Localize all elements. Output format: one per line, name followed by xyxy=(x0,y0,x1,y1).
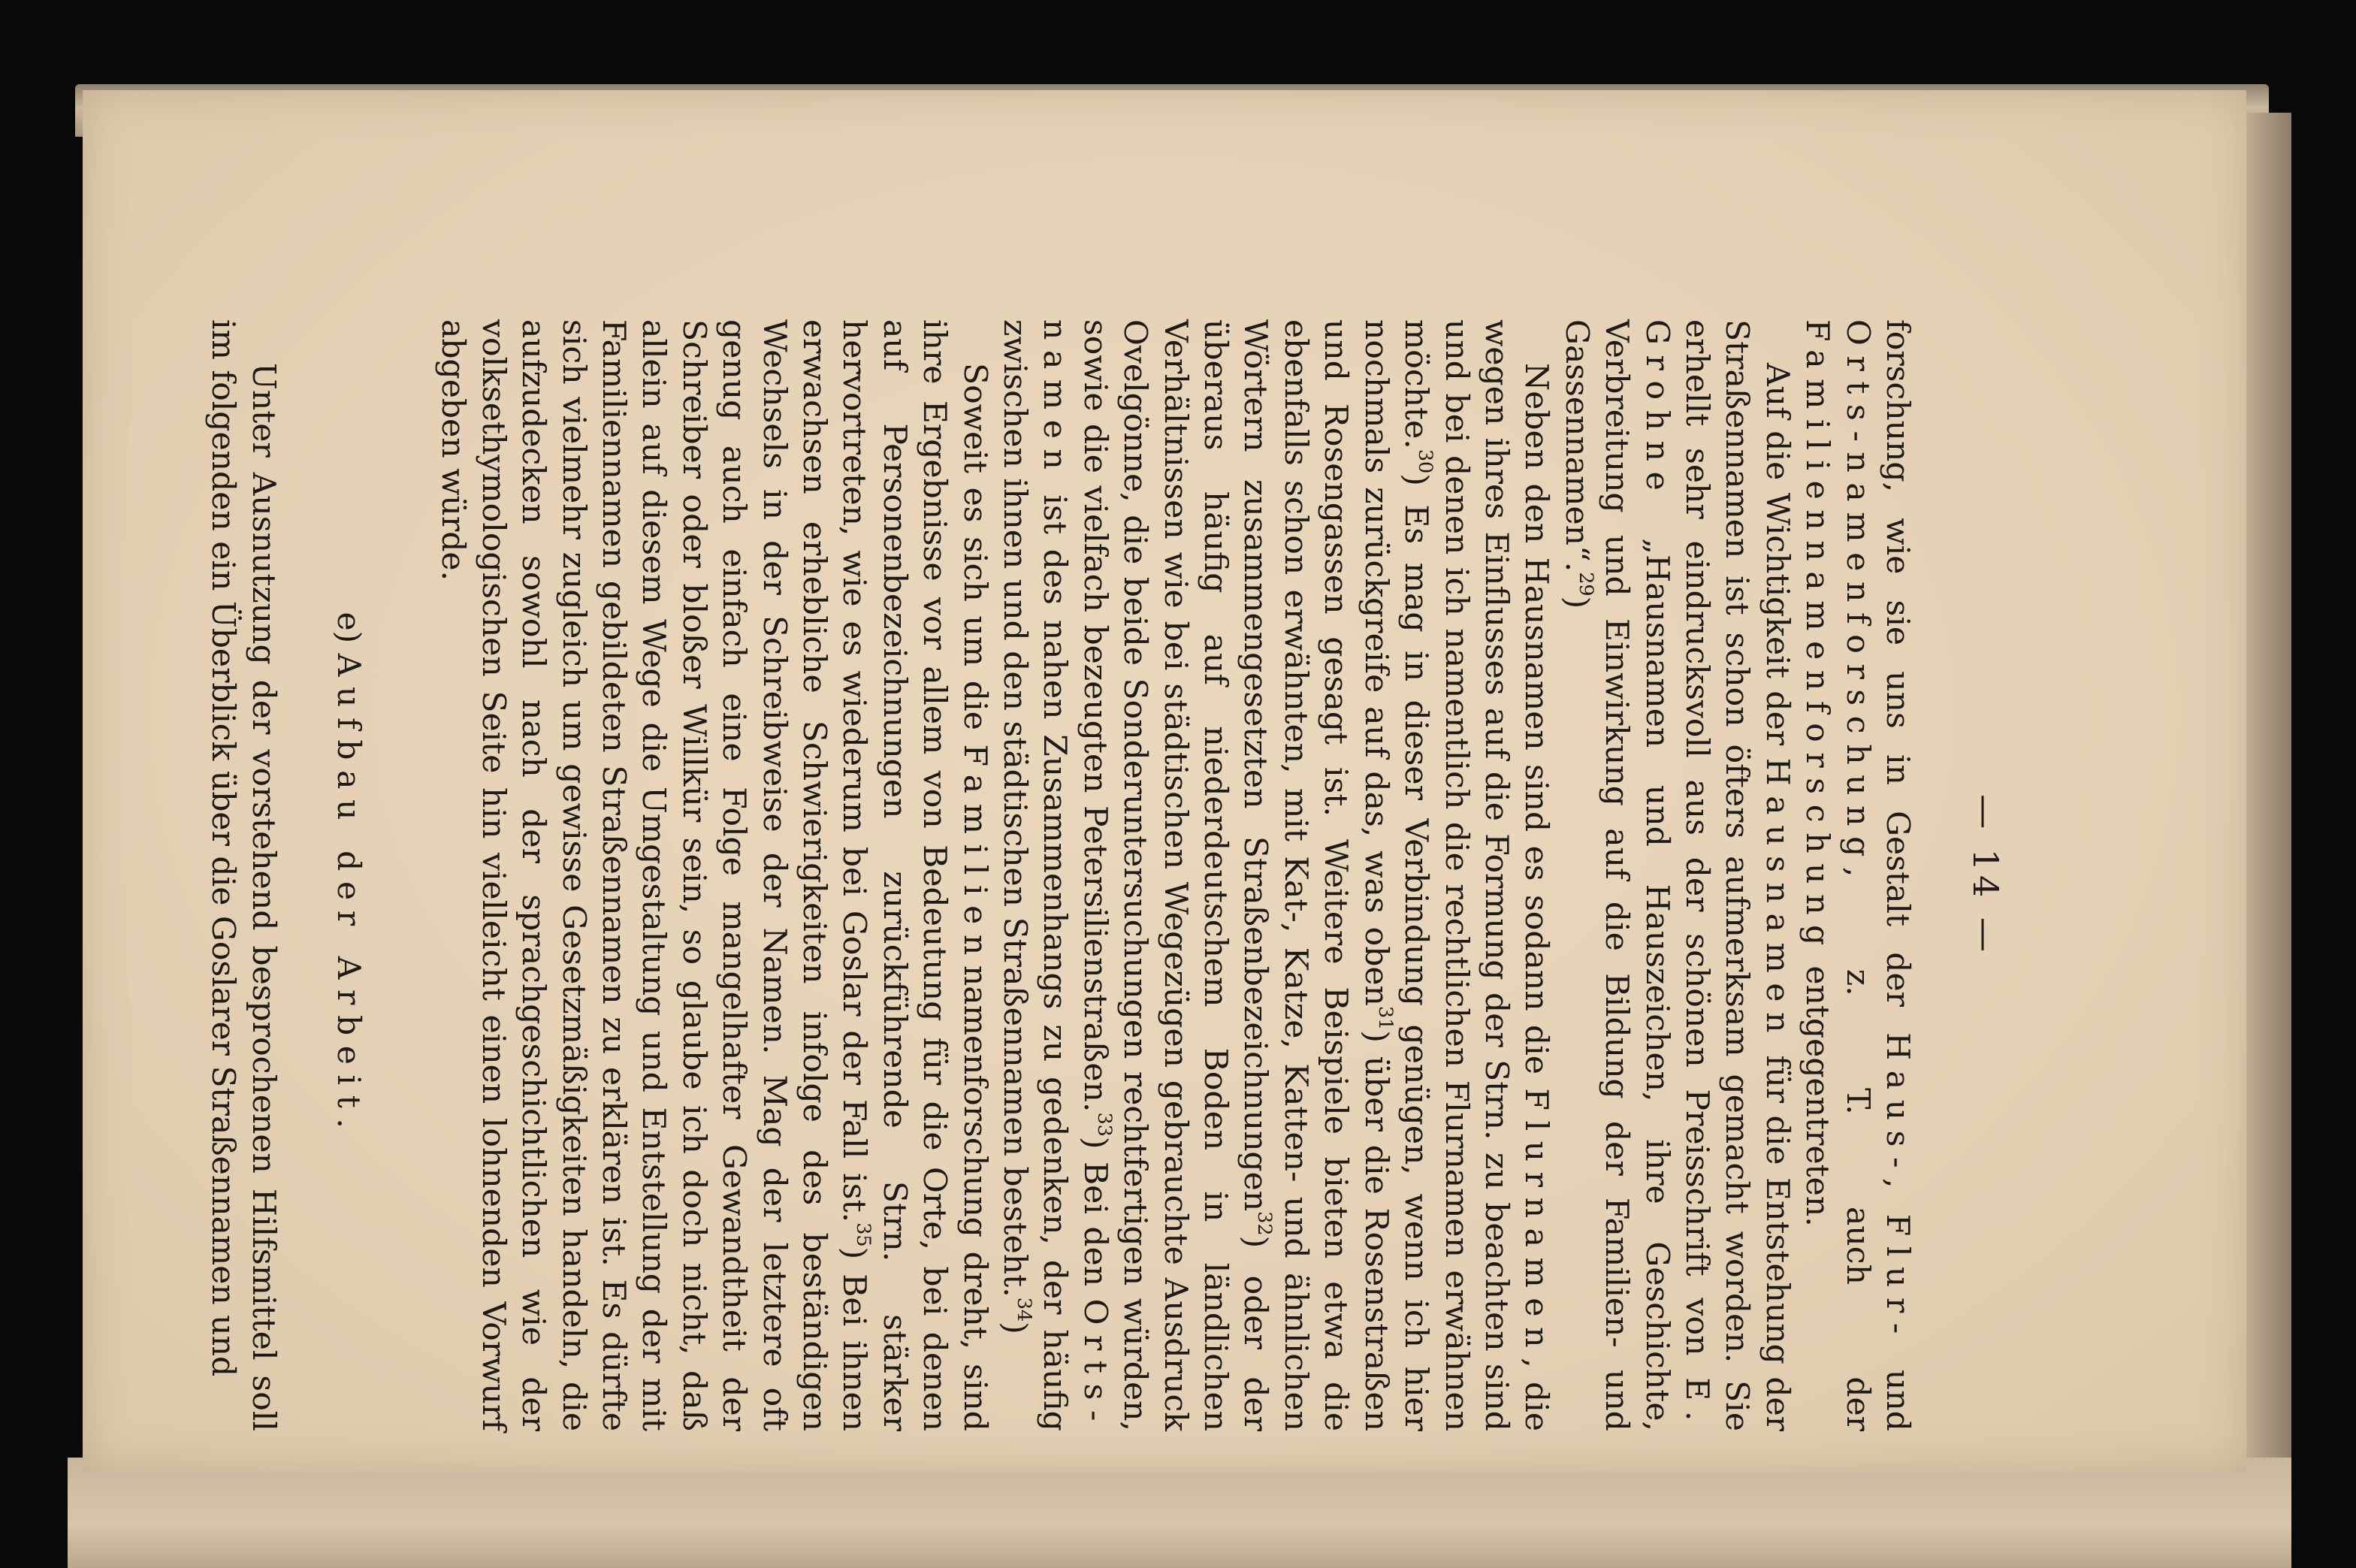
text-run: Unter Ausnutzung der vorstehend besprochenen Hilfsmittel soll im folgenden ein Überblick über die Goslarer Straßennamen und xyxy=(204,319,282,1431)
spaced-term: Hausnamen xyxy=(1758,757,1796,1044)
paragraph-3 xyxy=(995,319,1557,1431)
footnote-ref: 34 xyxy=(1012,1297,1035,1322)
text-run: , xyxy=(1879,1178,1916,1214)
spaced-term: Orts-namen xyxy=(1036,319,1113,1431)
spaced-term: Familiennamenforschung xyxy=(1799,319,1836,956)
text-run: und xyxy=(1879,1343,1916,1431)
section-letter: e) xyxy=(329,612,367,654)
paragraph-5 xyxy=(203,319,283,1431)
text-run: ) xyxy=(1557,596,1595,609)
page-text-frame xyxy=(128,319,2006,1431)
text-run: ) über die Rosenstraßen und Rosengassen gesagt ist. Weitere Beispiele bieten etwa die ebenfalls schon erwähnten, mit Kat-, Katze, Katten- und ähnlichen Wörtern zusammengesetzten Straßenbezeichnungen xyxy=(1237,319,1394,1431)
footnote-ref: 33 xyxy=(1092,1112,1116,1137)
footnote-ref: 32 xyxy=(1253,1211,1276,1236)
spaced-term: Flurnamen xyxy=(1518,1088,1555,1358)
text-run: forschung, wie sie uns in Gestalt der xyxy=(1879,319,1916,1033)
footnote-ref: 35 xyxy=(852,1222,875,1247)
author-name: E. Grohne xyxy=(1638,319,1715,1431)
section-heading xyxy=(328,319,368,1431)
paragraph-2 xyxy=(1556,319,1796,1431)
text-run: Neben den Hausnamen sind es sodann die xyxy=(1518,363,1555,1089)
text-run: ) Bei ihnen erwachsen erhebliche Schwierigkeiten infolge des beständigen Wechsels in der Schreibweise der Namen. Mag der letztere oft genug auch einfach eine Folge mangelhafter Gewandtheit der Schreiber oder bloßer Willkür sein, so glaube ich doch nicht, daß allein auf diesem Wege die Umgestaltung und Entstellung der mit Familiennamen gebildeten Straßennamen zu erklären ist. Es dürfte sich vielmehr zugleich um gewisse Gesetzmäßigkeiten handeln, die aufzudecken sowohl nach der sprachgeschichtlichen wie der volksethymologischen Seite hin vielleicht einen lohnenden Vorwurf abgeben würde. xyxy=(434,319,873,1432)
text-run: ) Bei den xyxy=(1076,1136,1113,1299)
paragraph-4 xyxy=(433,319,995,1431)
spaced-term: Familien xyxy=(956,744,993,965)
page-body xyxy=(203,319,1917,1431)
text-run: namenforschung dreht, sind ihre Ergebnisse vor allem von Bedeutung für die Orte, bei denen auf Personenbezeichnungen zurückführende Strn. stärker hervortreten, wie es wiederum bei Goslar der Fall ist. xyxy=(835,319,993,1431)
text-run: , z. T. auch der xyxy=(1838,866,1876,1431)
underlying-page xyxy=(68,1458,2291,1568)
footnote-ref: 29 xyxy=(1574,572,1597,597)
text-run: ) xyxy=(996,1322,1034,1334)
text-run: Auf die Wichtigkeit der xyxy=(1758,363,1796,758)
text-run: entgegentreten. xyxy=(1799,955,1836,1227)
spaced-term: Haus- xyxy=(1879,1032,1916,1179)
section-title: Aufbau der Arbeit. xyxy=(329,653,367,1139)
text-run: Soweit es sich um die xyxy=(956,363,993,745)
text-run: ist des nahen Zusammenhangs zu gedenken, der häufig zwischen ihnen und den städtischen Straßennamen besteht. xyxy=(996,319,1074,1431)
text-run: , die wegen ihres Einflusses auf die Formung der Strn. zu beachten sind und bei denen ich namentlich die rechtlichen Flurnamen erwähnen möchte. xyxy=(1397,319,1555,1432)
spaced-term: Flur- xyxy=(1879,1213,1916,1344)
text-run: „Hausnamen und Hauszeichen, ihre Geschichte, Verbreitung und Einwirkung auf die Bildung der Familien- und Gassennamen“. xyxy=(1557,319,1675,1431)
footnote-ref: 30 xyxy=(1413,449,1436,474)
page-number: — 14 — xyxy=(1965,794,2006,956)
footnote-ref: 31 xyxy=(1373,1005,1397,1031)
paragraph-1 xyxy=(1797,319,1917,1431)
text-run: ) oder der überaus häufig auf niederdeutschem Boden in ländlichen Verhältnissen wie bei städtischen Wegezügen gebrauchte Ausdruck Ovelgönne, die beide Sonderuntersuchungen rechtfertigen würden, sowie die vielfach bezeugten Petersilienstraßen. xyxy=(1076,319,1274,1431)
text-run: für die Entstehung der Straßennamen ist schon öfters aufmerksam gemacht worden. Sie erhellt sehr eindrucksvoll aus der schönen Preisschrift von xyxy=(1678,319,1796,1431)
book-edge-right xyxy=(2246,113,2291,1525)
spaced-term: Orts-namenforschung xyxy=(1838,319,1876,867)
text-run: ) Es mag in dieser Verbindung genügen, wenn ich hier nochmals zurückgreife auf das, was oben xyxy=(1357,319,1435,1431)
